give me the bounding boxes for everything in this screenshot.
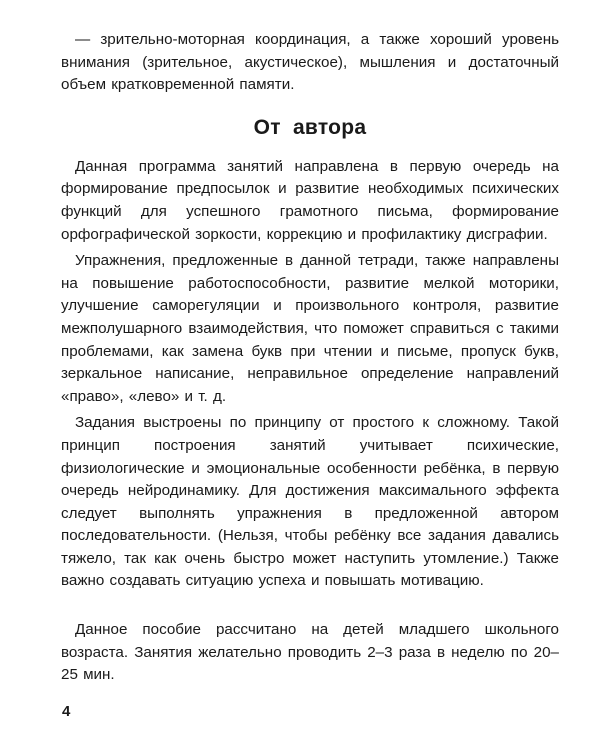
page-number: 4 [62, 703, 71, 720]
text-column [61, 29, 559, 687]
intro-paragraph: — зрительно-моторная координация, а также хороший уровень внимания (зрительное, акустическое), мышления и достаточный объем кратковременной памяти. [61, 31, 559, 94]
paragraph-exercises: Упражнения, предложенные в данной тетради, также направлены на повышение работоспособности, развитие мелкой моторики, улучшение саморегуляции и произвольного контроля, развитие межполушарного взаимодействия, что поможет справиться с такими проблемами, как замена букв при чтении и письме, пропуск букв, зеркальное написание, неправильное определение направлений «право», «лево» и т. д. [61, 252, 559, 405]
paragraph-program: Данная программа занятий направлена в первую очередь на формирование предпосылок и развитие необходимых психических функций для успешного грамотного письма, формирование орфографической зоркости, коррекцию и профилактику дисграфии. [61, 157, 559, 243]
paragraph-tasks: Задания выстроены по принципу от простого к сложному. Такой принцип построения занятий учитывает психические, физиологические и эмоциональные особенности ребёнка, в первую очередь нейродинамику. Для достижения максимального эффекта следует выполнять упражнения в предложенной автором последовательности. (Нельзя, чтобы ребёнку все задания давались тяжело, так как очень быстро может наступить утомление.) Также важно создавать ситуацию успеха и повышать мотивацию. [61, 414, 559, 590]
paragraph-manual: Данное пособие рассчитано на детей младшего школьного возраста. Занятия желательно проводить 2–3 раза в неделю по 20–25 мин. [61, 621, 559, 684]
section-heading: От автора [253, 115, 367, 139]
